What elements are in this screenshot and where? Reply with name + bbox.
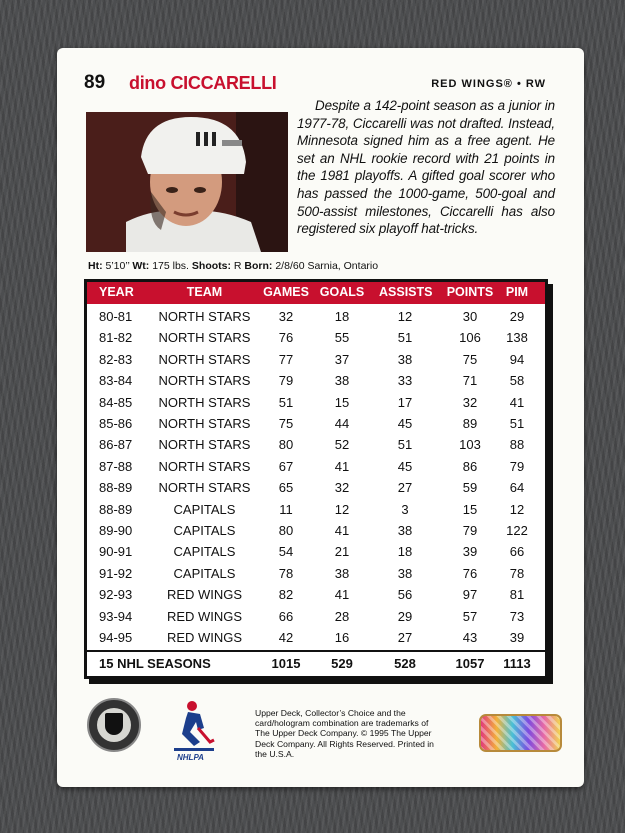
cell-assists: 38 xyxy=(397,351,413,367)
cell-games: 78 xyxy=(278,565,294,581)
cell-games: 80 xyxy=(278,523,294,538)
cell-assists: 45 xyxy=(397,416,413,431)
cell-goals: 52 xyxy=(334,437,350,453)
cell-pim: 41 xyxy=(509,394,525,410)
table-row xyxy=(87,306,545,327)
cell-pim: 51 xyxy=(509,416,525,431)
cell-goals: 12 xyxy=(334,501,350,517)
cell-assists: 18 xyxy=(397,544,413,560)
cell-pim: 58 xyxy=(509,373,525,389)
cell-pim: 64 xyxy=(509,480,525,496)
table-row xyxy=(87,434,545,455)
cell-year: 82-83 xyxy=(99,351,133,367)
cell-points: 89 xyxy=(462,416,478,431)
cell-points: 30 xyxy=(462,309,478,324)
player-name: dino CICCARELLI xyxy=(129,73,277,93)
team-position: RED WINGS® • RW xyxy=(431,78,546,90)
cell-goals: 32 xyxy=(334,480,350,496)
cell-games: 65 xyxy=(278,480,294,496)
table-row xyxy=(87,392,545,413)
cell-goals: 55 xyxy=(334,330,350,346)
nhlpa-label: NHLPA xyxy=(177,753,204,762)
cell-pim: 66 xyxy=(509,544,525,560)
cell-goals: 38 xyxy=(334,373,350,389)
cell-pim: 29 xyxy=(509,309,525,324)
cell-goals: 16 xyxy=(334,630,350,645)
totals-assists: 528 xyxy=(394,656,416,671)
header-goals: GOALS xyxy=(319,285,365,299)
legal-text: Upper Deck, Collector’s Choice and the card/hologram combination are trademarks of The Upper Deck Company. © 1995 The Upper Deck Company. All Rights Reserved. Printed in the U.S.A. xyxy=(255,708,434,759)
table-row xyxy=(87,563,545,584)
cell-goals: 18 xyxy=(334,309,350,324)
totals-label: 15 NHL SEASONS xyxy=(99,656,211,671)
cell-assists: 56 xyxy=(397,587,413,603)
cell-team: NORTH STARS xyxy=(158,309,251,324)
nhl-shield-logo-icon xyxy=(87,698,141,752)
cell-points: 57 xyxy=(462,608,478,624)
cell-assists: 29 xyxy=(397,608,413,624)
shoots-value: R xyxy=(233,260,242,272)
career-totals-row xyxy=(87,650,545,676)
cell-goals: 44 xyxy=(334,416,350,431)
cell-year: 85-86 xyxy=(99,416,133,431)
cell-goals: 37 xyxy=(334,351,350,367)
cell-pim: 94 xyxy=(509,351,525,367)
table-row xyxy=(87,477,545,498)
cell-games: 67 xyxy=(278,458,294,474)
cell-points: 103 xyxy=(459,437,481,453)
upper-deck-hologram-icon xyxy=(479,714,562,752)
header-pim: PIM xyxy=(505,285,529,299)
cell-team: CAPITALS xyxy=(173,565,236,581)
cell-team: NORTH STARS xyxy=(158,330,251,346)
cell-pim: 122 xyxy=(506,523,528,538)
cell-pim: 73 xyxy=(509,608,525,624)
stats-header-row xyxy=(87,282,545,304)
weight-value: 175 lbs. xyxy=(152,260,189,272)
totals-points: 1057 xyxy=(455,656,485,671)
cell-pim: 78 xyxy=(509,565,525,581)
table-row xyxy=(87,541,545,562)
cell-team: CAPITALS xyxy=(173,544,236,560)
cell-points: 97 xyxy=(462,587,478,603)
height-label: Ht: xyxy=(88,260,103,272)
cell-year: 88-89 xyxy=(99,501,133,517)
cell-assists: 33 xyxy=(397,373,413,389)
shoots-label: Shoots: xyxy=(191,260,231,272)
header-assists: ASSISTS xyxy=(379,285,433,299)
cell-team: RED WINGS xyxy=(166,587,243,603)
header-team: TEAM xyxy=(186,285,223,299)
cell-goals: 41 xyxy=(334,523,350,538)
cell-assists: 12 xyxy=(397,309,413,324)
cell-year: 86-87 xyxy=(99,437,133,453)
cell-games: 51 xyxy=(278,394,294,410)
cell-assists: 45 xyxy=(397,458,413,474)
totals-games: 1015 xyxy=(271,656,301,671)
stats-table xyxy=(84,279,548,679)
cell-points: 76 xyxy=(462,565,478,581)
cell-pim: 88 xyxy=(509,437,525,453)
cell-games: 75 xyxy=(278,416,294,431)
table-row xyxy=(87,499,545,520)
born-value: 2/8/60 Sarnia, Ontario xyxy=(275,260,379,272)
cell-goals: 41 xyxy=(334,587,350,603)
table-row xyxy=(87,327,545,348)
cell-pim: 39 xyxy=(509,630,525,645)
cell-points: 43 xyxy=(462,630,478,645)
cell-year: 94-95 xyxy=(99,630,133,645)
cell-year: 84-85 xyxy=(99,394,133,410)
card-number: 89 xyxy=(84,72,106,93)
cell-team: NORTH STARS xyxy=(158,458,251,474)
cell-games: 54 xyxy=(278,544,294,560)
cell-games: 42 xyxy=(278,630,294,645)
cell-points: 59 xyxy=(462,480,478,496)
table-row xyxy=(87,606,545,627)
cell-team: NORTH STARS xyxy=(158,416,251,431)
cell-year: 90-91 xyxy=(99,544,133,560)
cell-points: 86 xyxy=(462,458,478,474)
cell-year: 91-92 xyxy=(99,565,133,581)
cell-games: 77 xyxy=(278,351,294,367)
cell-assists: 3 xyxy=(401,501,409,517)
cell-team: RED WINGS xyxy=(166,630,243,645)
cell-assists: 51 xyxy=(397,330,413,346)
totals-pim: 1113 xyxy=(503,656,531,671)
header-year: YEAR xyxy=(99,285,134,299)
cell-points: 71 xyxy=(462,373,478,389)
player-portrait-illustration xyxy=(86,112,288,252)
cell-team: NORTH STARS xyxy=(158,437,251,453)
cell-team: CAPITALS xyxy=(173,523,236,538)
cell-assists: 17 xyxy=(397,394,413,410)
cell-pim: 81 xyxy=(509,587,525,603)
cell-team: CAPITALS xyxy=(173,501,236,517)
header-points: POINTS xyxy=(446,285,494,299)
cell-assists: 51 xyxy=(397,437,413,453)
cell-goals: 41 xyxy=(334,458,350,474)
table-row xyxy=(87,584,545,605)
cell-pim: 138 xyxy=(506,330,528,346)
table-row xyxy=(87,456,545,477)
player-vitals xyxy=(88,260,378,272)
cell-team: RED WINGS xyxy=(166,608,243,624)
table-row xyxy=(87,627,545,648)
cell-team: NORTH STARS xyxy=(158,480,251,496)
cell-games: 66 xyxy=(278,608,294,624)
cell-pim: 79 xyxy=(509,458,525,474)
cell-year: 93-94 xyxy=(99,608,133,624)
cell-points: 79 xyxy=(462,523,478,538)
cell-games: 80 xyxy=(278,437,294,453)
cell-pim: 12 xyxy=(509,501,525,517)
cell-year: 87-88 xyxy=(99,458,133,474)
cell-games: 79 xyxy=(278,373,294,389)
table-row xyxy=(87,370,545,391)
cell-goals: 38 xyxy=(334,565,350,581)
trading-card-back xyxy=(57,48,584,787)
born-label: Born: xyxy=(244,260,273,272)
cell-year: 92-93 xyxy=(99,587,133,603)
cell-assists: 38 xyxy=(397,523,413,538)
cell-games: 11 xyxy=(279,501,293,517)
cell-team: NORTH STARS xyxy=(158,351,251,367)
cell-points: 15 xyxy=(462,501,478,517)
cell-assists: 27 xyxy=(397,630,413,645)
table-row xyxy=(87,520,545,541)
cell-year: 80-81 xyxy=(99,309,133,324)
cell-goals: 28 xyxy=(334,608,350,624)
cell-points: 32 xyxy=(462,394,478,410)
cell-goals: 21 xyxy=(334,544,350,560)
cell-games: 76 xyxy=(278,330,294,346)
cell-assists: 38 xyxy=(397,565,413,581)
table-row xyxy=(87,349,545,370)
cell-team: NORTH STARS xyxy=(158,394,251,410)
cell-year: 81-82 xyxy=(99,330,133,346)
player-photo xyxy=(86,112,288,252)
header-games: GAMES xyxy=(263,285,309,299)
cell-points: 39 xyxy=(462,544,478,560)
cell-assists: 27 xyxy=(397,480,413,496)
cell-team: NORTH STARS xyxy=(158,373,251,389)
cell-points: 75 xyxy=(462,351,478,367)
weight-label: Wt: xyxy=(132,260,150,272)
cell-games: 32 xyxy=(278,309,294,324)
height-value: 5’10’’ xyxy=(105,260,130,272)
cell-goals: 15 xyxy=(334,394,350,410)
cell-games: 82 xyxy=(278,587,294,603)
cell-year: 88-89 xyxy=(99,480,133,496)
totals-goals: 529 xyxy=(331,656,353,671)
cell-year: 89-90 xyxy=(99,523,133,538)
cell-points: 106 xyxy=(459,330,481,346)
cell-year: 83-84 xyxy=(99,373,133,389)
table-row xyxy=(87,413,545,434)
player-bio: Despite a 142-point season as a junior in 1977-78, Ciccarelli was not drafted. Instead, Minnesota signed him as a free agent. He set an NHL rookie record with 21 points in the 1981 playoffs. A gifted goal scorer who has passed the 1000-game, 500-goal and 500-assist milestones, Ciccarelli has also registered six playoff hat-tricks. xyxy=(297,98,555,237)
